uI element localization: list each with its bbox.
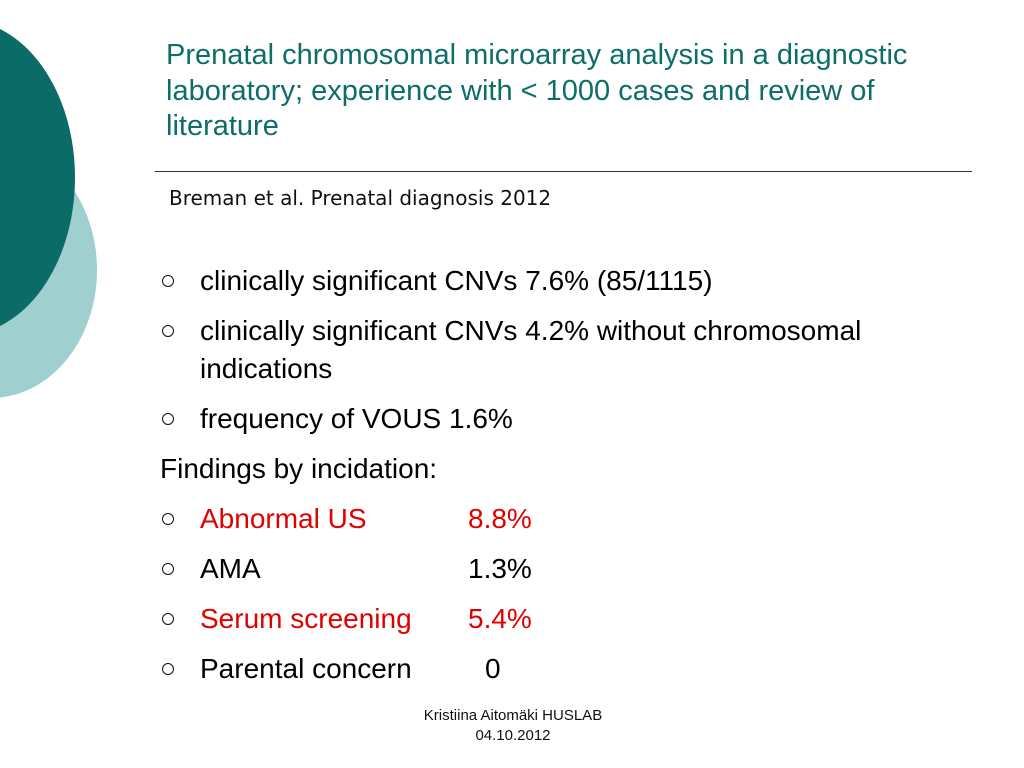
slide-subtitle: Breman et al. Prenatal diagnosis 2012 (169, 186, 552, 210)
bullet-item (160, 312, 990, 388)
circle-bullet-icon (162, 413, 174, 425)
bullet-text: frequency of VOUS 1.6% (200, 403, 513, 434)
circle-bullet-icon (162, 663, 174, 675)
slide-footer (380, 706, 646, 746)
bullet-item (160, 400, 990, 438)
finding-label: Parental concern (200, 653, 412, 684)
finding-label: AMA (200, 553, 261, 584)
finding-value: 8.8% (468, 503, 532, 534)
slide-title: Prenatal chromosomal microarray analysis in a diagnostic laboratory; experience with < 1000 cases and review of literature (166, 39, 908, 142)
title-divider (155, 171, 972, 172)
finding-item (160, 500, 990, 538)
finding-item (160, 650, 990, 688)
findings-heading: Findings by incidation: (160, 453, 438, 484)
finding-item (160, 550, 990, 588)
circle-bullet-icon (162, 275, 174, 287)
finding-value: 0 (485, 653, 501, 684)
finding-value: 1.3% (468, 553, 532, 584)
footer-date: 04.10.2012 (475, 727, 551, 744)
finding-item (160, 600, 990, 638)
circle-bullet-icon (162, 513, 174, 525)
bullet-text: clinically significant CNVs 4.2% without chromosomal indications (200, 315, 862, 384)
finding-value: 5.4% (468, 603, 532, 634)
bullet-item (160, 262, 990, 300)
decorative-circles (0, 0, 110, 420)
footer-author: Kristiina Aitomäki HUSLAB (423, 707, 603, 724)
finding-label: Abnormal US (200, 503, 367, 534)
circle-bullet-icon (162, 613, 174, 625)
circle-bullet-icon (162, 563, 174, 575)
finding-label: Serum screening (200, 603, 412, 634)
slide-body (160, 262, 990, 700)
bullet-text: clinically significant CNVs 7.6% (85/1115) (200, 265, 713, 296)
circle-bullet-icon (162, 325, 174, 337)
